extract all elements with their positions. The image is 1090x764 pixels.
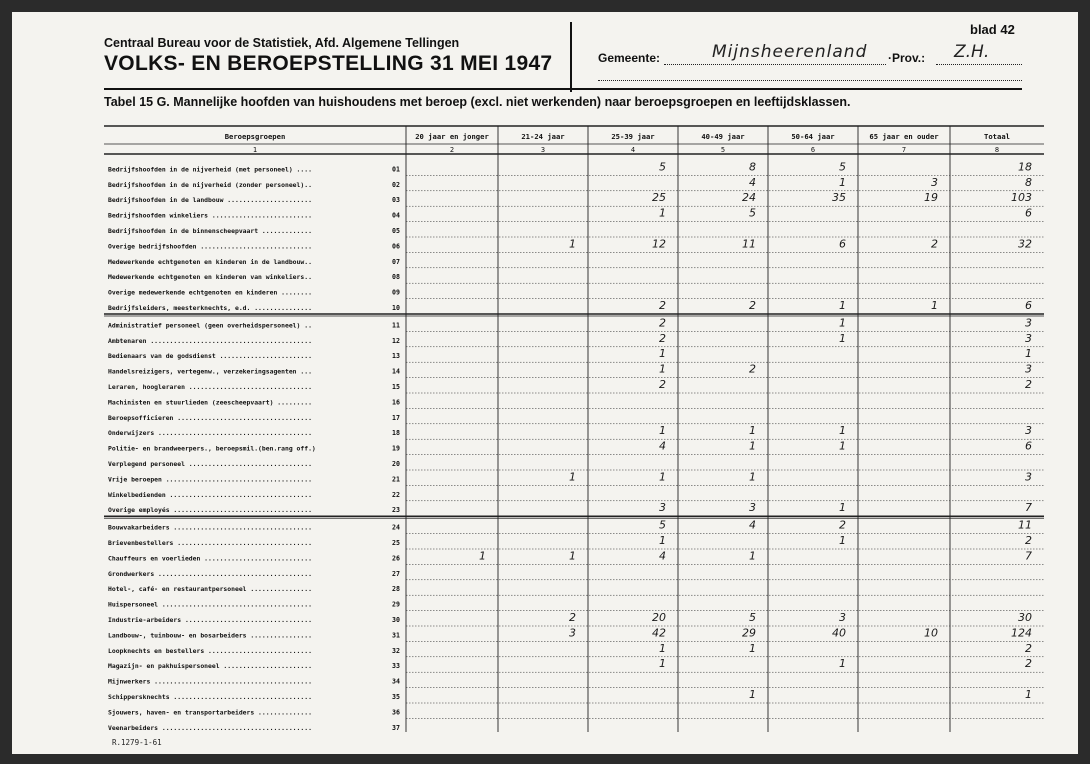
row-label: Machinisten en stuurlieden (zeescheepvaart) ......... <box>108 398 312 407</box>
row-number: 08 <box>392 273 400 282</box>
row-label: Bedrijfshoofden in de landbouw ...................... <box>108 196 312 205</box>
cell-value: 2 <box>659 378 666 391</box>
census-sheet <box>12 12 1078 754</box>
column-header: 65 jaar en ouder <box>869 132 939 141</box>
cell-value: 3 <box>659 501 666 515</box>
row-number: 22 <box>392 490 400 499</box>
row-number: 01 <box>392 165 400 174</box>
row-number: 14 <box>392 367 400 376</box>
cell-value: 4 <box>749 518 756 532</box>
row-number: 03 <box>392 196 400 205</box>
row-number: 34 <box>392 677 400 686</box>
cell-value: 5 <box>749 611 756 624</box>
cell-value: 3 <box>931 175 938 189</box>
cell-value: 1 <box>569 549 576 563</box>
row-number: 25 <box>392 539 400 547</box>
row-number: 36 <box>392 708 400 717</box>
header-rule <box>104 88 1022 90</box>
cell-value: 8 <box>1025 175 1032 189</box>
cell-value: 2 <box>659 316 666 330</box>
cell-value: 1 <box>659 347 666 361</box>
cell-value: 5 <box>659 160 666 174</box>
row-label: Industrie-arbeiders ................................. <box>108 616 312 624</box>
row-number: 27 <box>392 569 400 578</box>
column-header: 50-64 jaar <box>791 132 835 141</box>
cell-value: 30 <box>1018 611 1032 624</box>
column-number: 7 <box>901 146 907 154</box>
cell-value: 18 <box>1018 160 1032 174</box>
row-number: 15 <box>392 383 400 391</box>
row-label: Magazijn- en pakhuispersoneel ....................... <box>108 662 312 671</box>
row-label: Hotel-, café- en restaurantpersoneel ................ <box>108 585 312 594</box>
cell-value: 5 <box>659 518 666 532</box>
cell-value: 1 <box>659 206 666 220</box>
cell-value: 12 <box>652 237 666 251</box>
cell-value: 1 <box>1025 688 1032 701</box>
cell-value: 19 <box>924 191 938 205</box>
row-number: 28 <box>392 585 400 594</box>
gemeente-label: Gemeente: <box>598 51 661 65</box>
cell-value: 1 <box>749 641 756 655</box>
cell-value: 2 <box>839 518 846 532</box>
column-number: 2 <box>449 146 455 154</box>
cell-value: 11 <box>1018 518 1032 532</box>
column-header: 20 jaar en jonger <box>415 132 489 141</box>
row-number: 37 <box>392 723 400 732</box>
cell-value: 1 <box>749 439 756 453</box>
cell-value: 1 <box>659 641 666 655</box>
row-number: 31 <box>392 631 400 640</box>
row-label: Huispersoneel ....................................... <box>108 600 312 609</box>
row-label: Chauffeurs en voerlieden ............................ <box>108 554 312 563</box>
column-number: 6 <box>810 146 816 154</box>
column-number: 5 <box>720 146 726 154</box>
column-number: 4 <box>630 146 636 154</box>
cell-value: 5 <box>839 160 846 174</box>
row-label: Bedrijfshoofden winkeliers .......................... <box>108 211 312 220</box>
row-number: 07 <box>392 257 400 266</box>
cell-value: 1 <box>659 470 666 484</box>
cell-value: 40 <box>832 626 846 640</box>
province-value: Z.H. <box>954 42 990 62</box>
column-header: 21-24 jaar <box>521 132 565 141</box>
row-label: Loopknechts en bestellers ........................... <box>108 646 312 655</box>
row-label: Leraren, hoogleraren ................................ <box>108 383 312 391</box>
row-label: Onderwijzers ........................................ <box>108 429 312 438</box>
row-label: Bedrijfsleiders, meesterknechts, e.d. ............... <box>108 304 312 312</box>
cell-value: 1 <box>931 299 938 312</box>
row-number: 20 <box>392 460 400 468</box>
cell-value: 1 <box>569 470 576 484</box>
cell-value: 42 <box>652 626 666 640</box>
cell-value: 3 <box>749 501 756 515</box>
row-number: 13 <box>392 352 400 361</box>
cell-value: 35 <box>832 191 846 205</box>
row-number: 23 <box>392 506 400 515</box>
cell-value: 6 <box>839 237 846 251</box>
cell-value: 3 <box>1025 470 1032 484</box>
cell-value: 24 <box>742 191 756 205</box>
cell-value: 2 <box>749 362 756 376</box>
row-number: 33 <box>392 662 400 671</box>
row-label: Bedrijfshoofden in de nijverheid (met personeel) .... <box>108 165 312 174</box>
cell-value: 5 <box>749 206 756 220</box>
row-number: 06 <box>392 242 400 251</box>
cell-value: 1 <box>569 237 576 251</box>
row-label: Medewerkende echtgenoten en kinderen van winkeliers.. <box>108 273 312 282</box>
cell-value: 2 <box>1025 641 1032 655</box>
column-header: 25-39 jaar <box>611 132 655 141</box>
cell-value: 1 <box>659 424 666 438</box>
gemeente-dotted-line <box>664 64 886 65</box>
row-label: Veenarbeiders ....................................... <box>108 723 312 732</box>
row-label: Grondwerkers ........................................ <box>108 569 312 578</box>
row-number: 32 <box>392 646 400 655</box>
cell-value: 2 <box>1025 657 1032 671</box>
cell-value: 4 <box>659 549 666 563</box>
cell-value: 3 <box>1025 316 1032 330</box>
form-code: R.1279-1-61 <box>112 738 162 747</box>
row-label: Beroepsofficieren ................................... <box>108 413 312 422</box>
row-label: Medewerkende echtgenoten en kinderen in de landbouw.. <box>108 257 312 266</box>
row-label: Bedienaars van de godsdienst ........................ <box>108 352 312 361</box>
cell-value: 1 <box>839 439 846 453</box>
cell-value: 1 <box>839 501 846 515</box>
cell-value: 1 <box>749 688 756 701</box>
row-number: 17 <box>392 413 400 422</box>
cell-value: 1 <box>1025 347 1032 361</box>
gemeente-value: Mijnsheerenland <box>712 42 868 62</box>
cell-value: 1 <box>839 657 846 671</box>
row-label: Bedrijfshoofden in de nijverheid (zonder personeel).. <box>108 180 312 189</box>
cell-value: 3 <box>1025 331 1032 345</box>
cell-value: 1 <box>839 316 846 330</box>
cell-value: 2 <box>569 611 576 624</box>
row-number: 30 <box>392 616 400 624</box>
cell-value: 124 <box>1011 626 1032 640</box>
row-label: Sjouwers, haven- en transportarbeiders .............. <box>108 708 312 717</box>
cell-value: 8 <box>749 160 756 174</box>
row-label: Vrije beroepen ...................................... <box>108 475 312 484</box>
column-number: 3 <box>540 146 546 154</box>
cell-value: 11 <box>742 237 756 251</box>
province-label: ·Prov.: <box>888 51 926 65</box>
row-label: Winkelbedienden ..................................... <box>108 490 312 499</box>
cell-value: 3 <box>1025 424 1032 438</box>
cell-value: 1 <box>479 549 486 563</box>
column-number: 1 <box>252 146 258 154</box>
row-label: Administratief personeel (geen overheidspersoneel) .. <box>108 321 312 330</box>
row-label: Ambtenaren .......................................... <box>108 336 312 345</box>
header-divider <box>570 22 572 92</box>
row-label: Handelsreizigers, vertegenw., verzekeringsagenten ... <box>108 367 312 376</box>
cell-value: 1 <box>659 657 666 671</box>
cell-value: 1 <box>749 470 756 484</box>
row-label: Overige employés .................................... <box>108 506 312 515</box>
cell-value: 29 <box>742 626 756 640</box>
cell-value: 1 <box>749 549 756 563</box>
table-title: Tabel 15 G. Mannelijke hoofden van huishoudens met beroep (excl. niet werkenden) naar beroepsgroepen en leeftijdsklassen. <box>104 95 851 109</box>
cell-value: 3 <box>839 611 846 624</box>
row-number: 11 <box>392 321 400 330</box>
row-number: 04 <box>392 211 400 220</box>
row-label: Politie- en brandweerpers., beroepsmil.(ben.rang off.) <box>108 444 316 453</box>
cell-value: 1 <box>839 331 846 345</box>
row-number: 09 <box>392 288 400 297</box>
row-number: 18 <box>392 429 400 438</box>
row-number: 19 <box>392 444 400 453</box>
row-label: Overige bedrijfshoofden ............................. <box>108 242 312 251</box>
cell-value: 1 <box>839 424 846 438</box>
cell-value: 2 <box>659 331 666 345</box>
cell-value: 1 <box>839 299 846 312</box>
column-header: Totaal <box>984 132 1010 141</box>
row-number: 35 <box>392 693 400 701</box>
row-number: 05 <box>392 227 400 235</box>
cell-value: 4 <box>749 175 756 189</box>
cell-value: 3 <box>569 626 576 640</box>
cell-value: 3 <box>1025 362 1032 376</box>
row-number: 26 <box>392 554 400 563</box>
cell-value: 2 <box>931 237 938 251</box>
census-table <box>104 122 1044 732</box>
row-label: Bedrijfshoofden in de binnenscheepvaart ............. <box>108 227 312 235</box>
column-number: 8 <box>994 146 1000 154</box>
row-number: 29 <box>392 600 400 609</box>
cell-value: 1 <box>659 362 666 376</box>
cell-value: 6 <box>1025 439 1032 453</box>
page-number: blad 42 <box>970 22 1015 37</box>
row-label: Mijnwerkers ......................................... <box>108 677 312 686</box>
cell-value: 2 <box>1025 534 1032 547</box>
row-label: Landbouw-, tuinbouw- en bosarbeiders ................ <box>108 631 312 640</box>
cell-value: 7 <box>1025 501 1032 515</box>
cell-value: 4 <box>659 439 666 453</box>
cell-value: 6 <box>1025 299 1032 312</box>
cell-value: 6 <box>1025 206 1032 220</box>
cell-value: 20 <box>652 611 666 624</box>
row-number: 21 <box>392 475 400 484</box>
bureau-name: Centraal Bureau voor de Statistiek, Afd. Algemene Tellingen <box>104 36 460 50</box>
cell-value: 25 <box>652 191 666 205</box>
column-header: Beroepsgroepen <box>224 132 286 141</box>
row-label: Overige medewerkende echtgenoten en kinderen ........ <box>108 288 312 297</box>
row-label: Bouwvakarbeiders .................................... <box>108 523 312 532</box>
census-title: VOLKS- EN BEROEPSTELLING 31 MEI 1947 <box>104 52 553 75</box>
row-label: Verplegend personeel ................................ <box>108 460 312 468</box>
cell-value: 2 <box>659 299 666 312</box>
cell-value: 103 <box>1011 191 1032 205</box>
cell-value: 32 <box>1018 237 1032 251</box>
cell-value: 2 <box>749 299 756 312</box>
row-label: Brievenbestellers ................................... <box>108 539 312 547</box>
cell-value: 1 <box>749 424 756 438</box>
cell-value: 7 <box>1025 549 1032 563</box>
cell-value: 10 <box>924 626 938 640</box>
row-number: 16 <box>392 398 400 407</box>
row-number: 10 <box>392 304 400 312</box>
row-label: Schippersknechts .................................... <box>108 693 312 701</box>
row-number: 12 <box>392 336 400 345</box>
row-number: 24 <box>392 523 400 532</box>
cell-value: 2 <box>1025 378 1032 391</box>
cell-value: 1 <box>839 534 846 547</box>
cell-value: 1 <box>839 175 846 189</box>
second-dotted-line <box>598 80 1022 81</box>
row-number: 02 <box>392 180 400 189</box>
province-dotted-line <box>936 64 1022 65</box>
column-header: 40-49 jaar <box>701 132 745 141</box>
cell-value: 1 <box>659 534 666 547</box>
